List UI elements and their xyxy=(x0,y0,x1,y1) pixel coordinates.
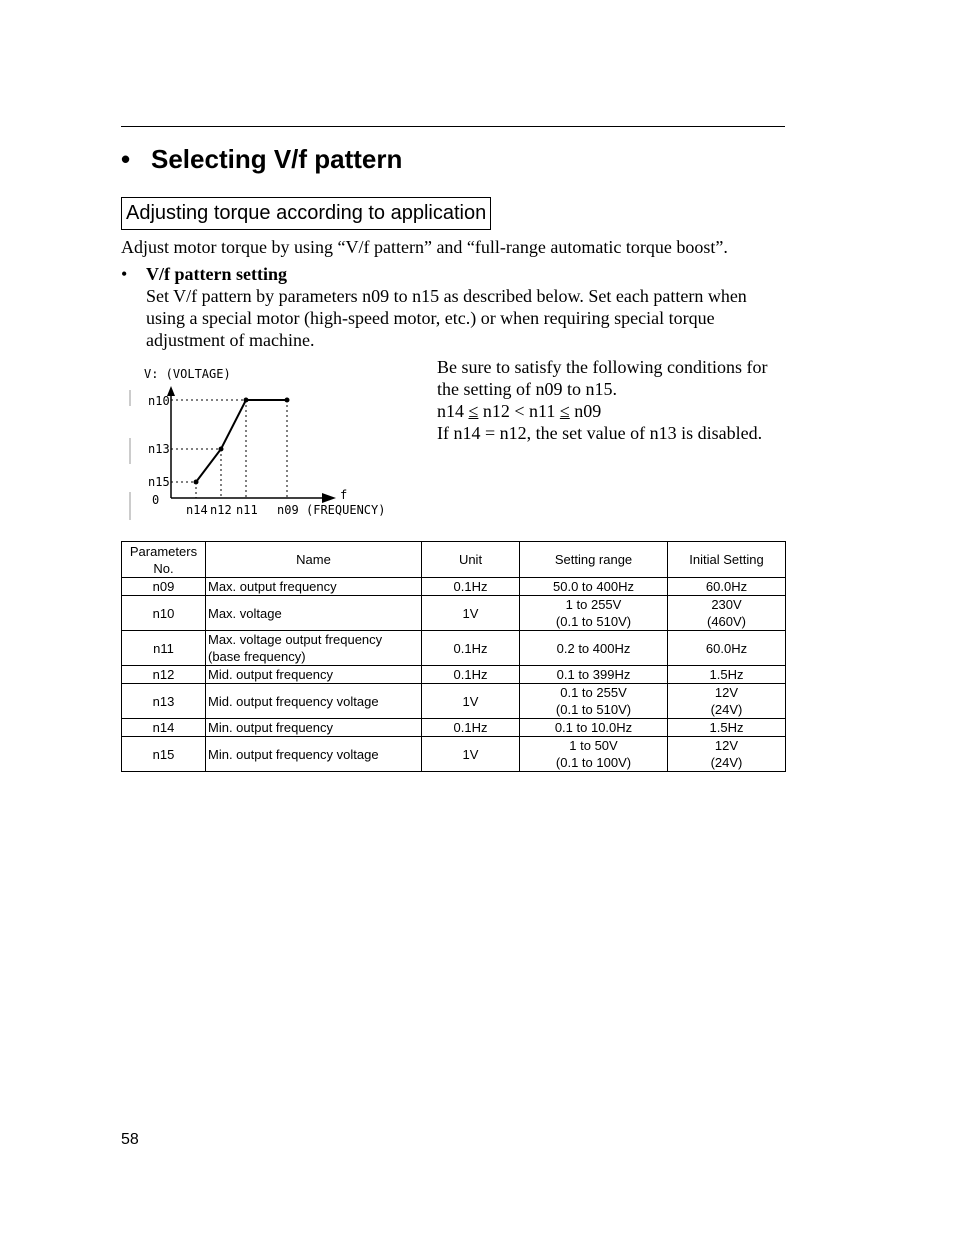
ineq-n14: n14 xyxy=(437,401,464,421)
cell-initial-setting xyxy=(668,631,786,666)
parameter-table-body xyxy=(122,542,786,772)
cell-initial-setting xyxy=(668,596,786,631)
graph-origin-label: 0 xyxy=(152,493,160,507)
cell-initial-setting-line: 1.5Hz xyxy=(709,667,744,682)
vf-setting-bullet: • xyxy=(121,264,128,284)
conditions-line: the setting of n09 to n15. xyxy=(437,379,617,399)
conditions-inequality xyxy=(437,400,767,422)
cell-setting-range xyxy=(520,631,668,666)
cell-parameter-no: n11 xyxy=(122,631,206,666)
cell-initial-setting-line: (24V) xyxy=(710,702,743,717)
table-header-row xyxy=(122,542,786,578)
cell-setting-range-line: 0.1 to 399Hz xyxy=(556,667,631,682)
table-row xyxy=(122,684,786,719)
y-tick-n10: n10 xyxy=(148,394,170,408)
x-tick-n09: n09 xyxy=(277,503,299,517)
title-bullet: • xyxy=(121,144,131,174)
cell-unit: 0.1Hz xyxy=(422,631,520,666)
ineq-le-symbol: ≤ xyxy=(468,401,479,421)
cell-initial-setting xyxy=(668,666,786,684)
cell-setting-range xyxy=(520,666,668,684)
cell-setting-range-line: 0.1 to 10.0Hz xyxy=(554,720,633,735)
parameter-table-wrap xyxy=(121,541,786,772)
header-setting-range: Setting range xyxy=(520,542,668,578)
cell-name-line: Max. output frequency xyxy=(208,579,337,594)
vf-pattern-graph xyxy=(126,360,396,525)
cell-setting-range-line: (0.1 to 510V) xyxy=(555,614,632,629)
x-axis-arrow xyxy=(322,493,336,503)
cell-name-line: Max. voltage xyxy=(208,605,282,621)
top-rule xyxy=(121,126,785,127)
cell-unit: 1V xyxy=(422,737,520,772)
cell-initial-setting-line: 230V xyxy=(711,597,742,612)
cell-parameter-no: n12 xyxy=(122,666,206,684)
vf-setting-line: using a special motor (high-speed motor, etc.) or when requiring special torque xyxy=(146,308,715,328)
cell-setting-range xyxy=(520,684,668,719)
table-row xyxy=(122,578,786,596)
cell-initial-setting-line: 1.5Hz xyxy=(709,720,744,735)
cell-initial-setting-line: 60.0Hz xyxy=(705,579,748,594)
cell-setting-range-line: 0.2 to 400Hz xyxy=(556,640,631,656)
vf-point xyxy=(285,398,290,403)
cell-initial-setting-line: 12V xyxy=(714,685,739,700)
cell-setting-range-line: 0.1 to 255V xyxy=(560,685,627,700)
header-initial-setting: Initial Setting xyxy=(668,542,786,578)
cell-unit: 0.1Hz xyxy=(422,666,520,684)
cell-parameter-no: n09 xyxy=(122,578,206,596)
page-number: 58 xyxy=(121,1131,139,1148)
conditions-text xyxy=(437,356,767,444)
cell-setting-range-line: 1 to 255V xyxy=(565,597,622,612)
cell-setting-range xyxy=(520,596,668,631)
y-tick-n15: n15 xyxy=(148,475,170,489)
cell-setting-range-line: 1 to 50V xyxy=(569,738,618,753)
cell-parameter-no: n10 xyxy=(122,596,206,631)
table-row xyxy=(122,596,786,631)
vf-setting-line: adjustment of machine. xyxy=(146,330,315,350)
vf-setting-body xyxy=(146,285,786,351)
cell-name xyxy=(206,737,422,772)
cell-unit: 1V xyxy=(422,684,520,719)
graph-y-label: V: (VOLTAGE) xyxy=(144,367,231,381)
cell-initial-setting xyxy=(668,578,786,596)
cell-setting-range-line: (0.1 to 510V) xyxy=(555,702,632,717)
table-row xyxy=(122,719,786,737)
cell-unit: 0.1Hz xyxy=(422,719,520,737)
vf-setting-heading: V/f pattern setting xyxy=(146,264,287,284)
cell-name-line: Mid. output frequency voltage xyxy=(208,693,379,709)
cell-initial-setting xyxy=(668,737,786,772)
parameter-table xyxy=(121,541,786,772)
cell-initial-setting-line: 12V xyxy=(714,738,739,753)
cell-name xyxy=(206,684,422,719)
cell-name-line: Min. output frequency xyxy=(208,720,334,735)
vf-pattern-line xyxy=(196,400,287,482)
cell-name-line: Mid. output frequency xyxy=(208,667,334,682)
table-row xyxy=(122,666,786,684)
cell-initial-setting-line: (460V) xyxy=(706,614,747,629)
cell-unit: 1V xyxy=(422,596,520,631)
cell-setting-range xyxy=(520,737,668,772)
cell-unit: 0.1Hz xyxy=(422,578,520,596)
conditions-line: If n14 = n12, the set value of n13 is disabled. xyxy=(437,423,763,443)
cell-parameter-no: n14 xyxy=(122,719,206,737)
cell-setting-range-line: 50.0 to 400Hz xyxy=(553,579,634,594)
vf-point xyxy=(194,480,199,485)
graph-x-label: f xyxy=(340,488,348,502)
x-tick-n12: n12 xyxy=(210,503,232,517)
section-heading-box: Adjusting torque according to application xyxy=(121,197,491,230)
cell-parameter-no: n15 xyxy=(122,737,206,772)
cell-setting-range-line: (0.1 to 100V) xyxy=(555,755,632,770)
cell-initial-setting xyxy=(668,719,786,737)
cell-name-line: Max. voltage output frequency xyxy=(208,632,383,647)
header-unit: Unit xyxy=(422,542,520,578)
graph-x-caption: (FREQUENCY) xyxy=(306,503,386,517)
ineq-n09: n09 xyxy=(574,401,602,421)
cell-name xyxy=(206,596,422,631)
cell-name xyxy=(206,631,422,666)
vf-point xyxy=(219,447,224,452)
cell-parameter-no: n13 xyxy=(122,684,206,719)
cell-setting-range xyxy=(520,578,668,596)
title-text: Selecting V/f pattern xyxy=(151,144,403,174)
vf-setting-line: Set V/f pattern by parameters n09 to n15 as described below. Set each pattern when xyxy=(146,286,747,306)
conditions-line: Be sure to satisfy the following conditions for xyxy=(437,357,768,377)
x-tick-n14: n14 xyxy=(186,503,208,517)
ineq-le-symbol: ≤ xyxy=(559,401,570,421)
cell-name xyxy=(206,719,422,737)
table-row xyxy=(122,631,786,666)
cell-name xyxy=(206,578,422,596)
x-tick-n11: n11 xyxy=(236,503,258,517)
ineq-middle: n12 < n11 xyxy=(482,401,556,421)
cell-name-line: (base frequency) xyxy=(208,649,306,664)
cell-initial-setting xyxy=(668,684,786,719)
cell-setting-range xyxy=(520,719,668,737)
cell-initial-setting-line: (24V) xyxy=(710,755,743,770)
table-row xyxy=(122,737,786,772)
page-title xyxy=(121,142,402,176)
intro-paragraph: Adjust motor torque by using “V/f pattern” and “full-range automatic torque boost”. xyxy=(121,237,728,257)
cell-name-line: Min. output frequency voltage xyxy=(208,746,379,762)
header-name: Name xyxy=(206,542,422,578)
y-tick-n13: n13 xyxy=(148,442,170,456)
cell-name xyxy=(206,666,422,684)
cell-initial-setting-line: 60.0Hz xyxy=(705,640,748,656)
vf-point xyxy=(244,398,249,403)
header-parameters-no: Parameters No. xyxy=(122,542,206,578)
